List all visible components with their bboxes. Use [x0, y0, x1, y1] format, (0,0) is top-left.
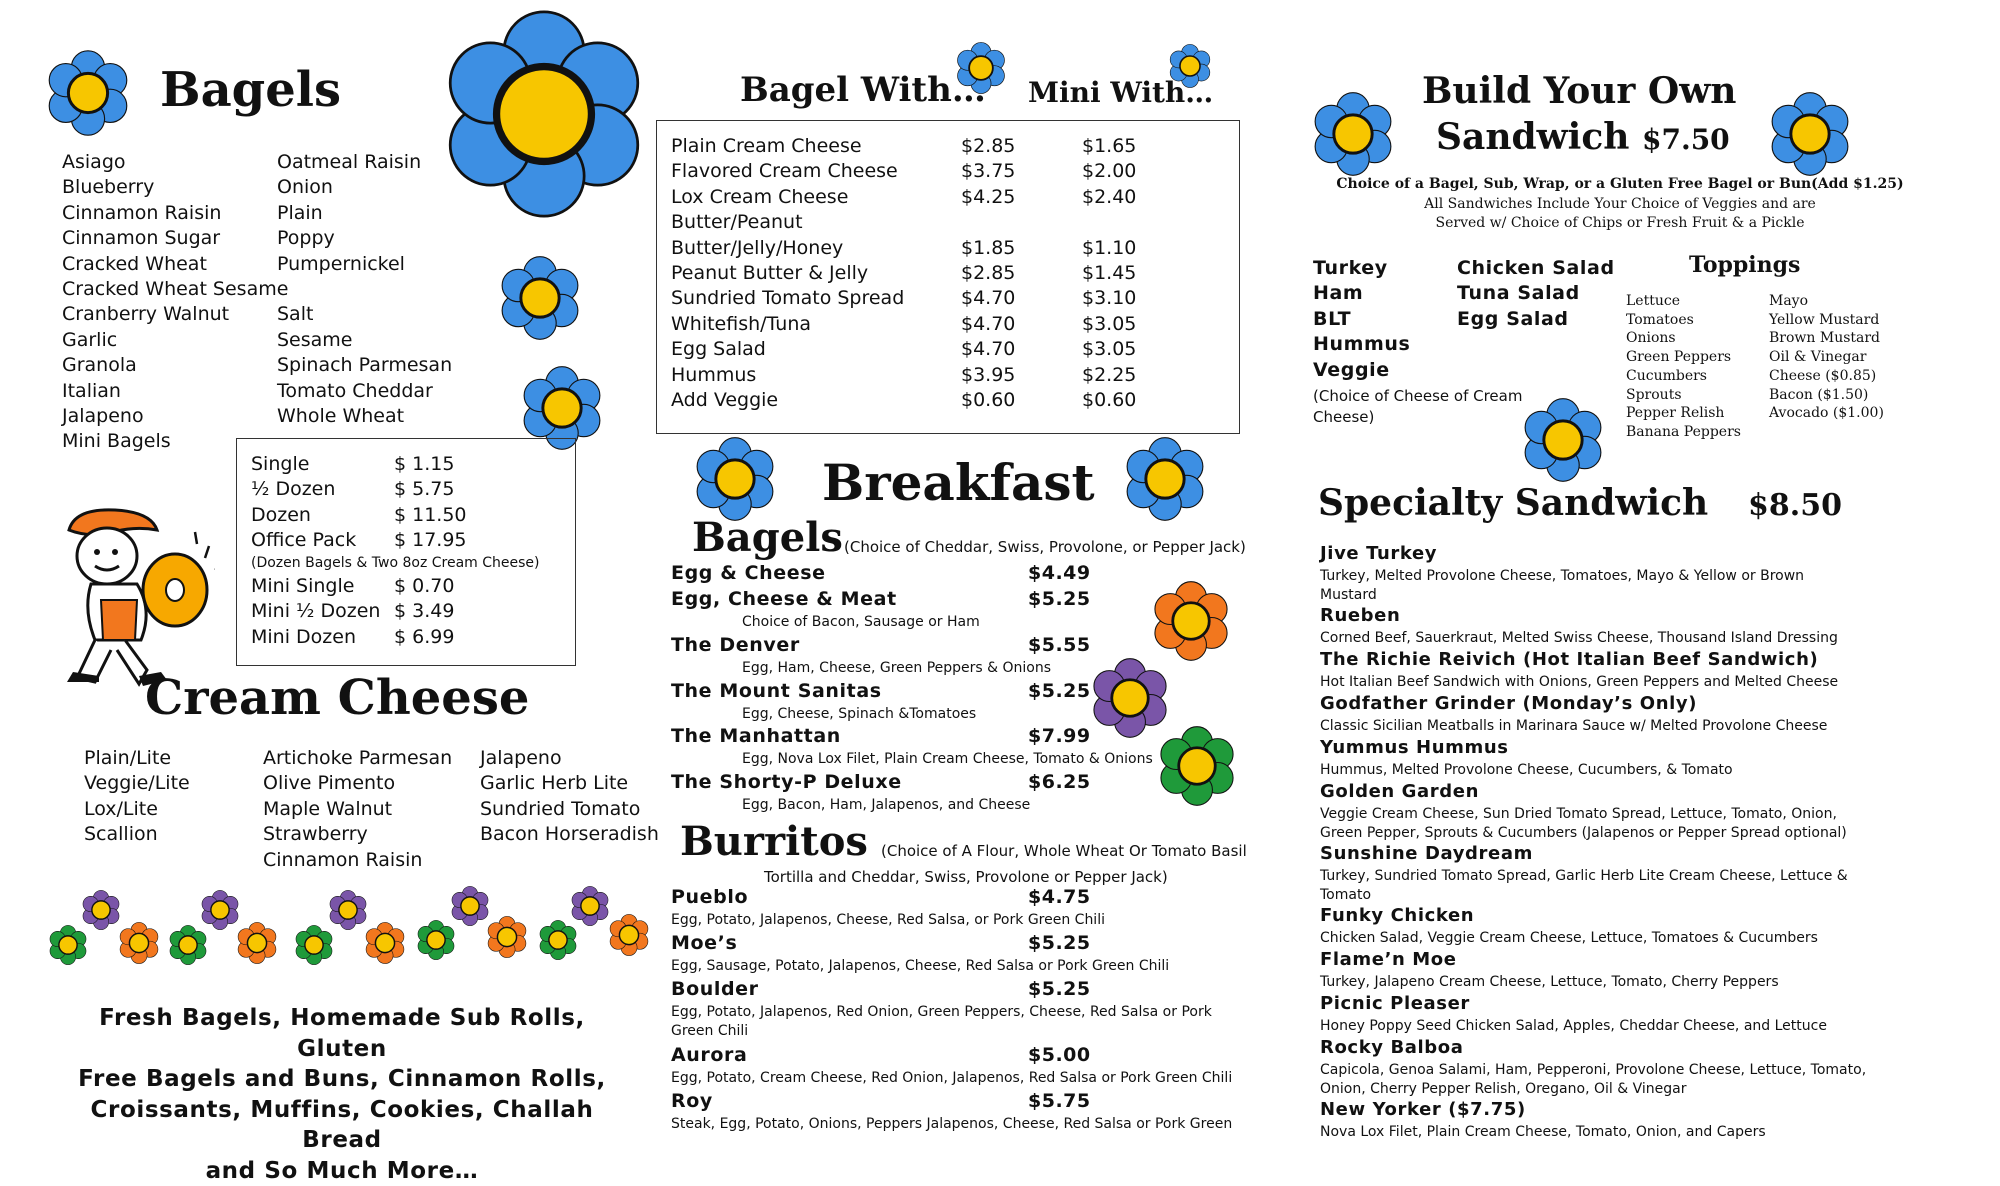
bagel-flavor: Asiago	[62, 150, 288, 175]
bagel-with-price	[961, 210, 1015, 235]
specialty-item-desc: Classic Sicilian Meatballs in Marinara Sauce w/ Melted Provolone Cheese	[1320, 718, 1827, 734]
burrito-price: $5.00	[1028, 1044, 1091, 1066]
burritos-note-1: (Choice of A Flour, Whole Wheat Or Tomato Basil	[881, 842, 1247, 860]
bagel-price-labels	[251, 452, 356, 554]
topping-item: Banana Peppers	[1626, 423, 1741, 442]
burrito-name: Pueblo	[671, 886, 748, 908]
price-value: $ 5.75	[394, 477, 467, 502]
bagel-with-item: Whitefish/Tuna	[671, 312, 904, 337]
price-label: Mini Single	[251, 574, 380, 599]
bagel-with-item: Add Veggie	[671, 388, 904, 413]
orange-flower-icon	[608, 914, 650, 956]
byo-title-line2: Sandwich $7.50	[1436, 116, 1730, 158]
topping-item: Avocado ($1.00)	[1769, 404, 1884, 423]
green-flower-icon	[48, 925, 88, 965]
byo-meats-col2	[1457, 256, 1615, 332]
bagel-flavor: Sesame	[277, 328, 452, 353]
price-label: Single	[251, 452, 356, 477]
footer-line: Croissants, Muffins, Cookies, Challah Bread	[62, 1095, 622, 1156]
mini-with-price: $0.60	[1082, 388, 1136, 413]
bagel-with-item: Flavored Cream Cheese	[671, 159, 904, 184]
burrito-desc: Egg, Potato, Jalapenos, Red Onion, Green Peppers, Cheese, Red Salsa or Pork	[671, 1004, 1212, 1020]
blue-flower-icon	[498, 256, 582, 340]
byo-salad: Chicken Salad	[1457, 256, 1615, 281]
bagel-with-item: Lox Cream Cheese	[671, 185, 904, 210]
byo-salad: Tuna Salad	[1457, 281, 1615, 306]
specialty-item-name: Godfather Grinder (Monday’s Only)	[1320, 693, 1697, 714]
breakfast-item-name: The Mount Sanitas	[671, 680, 882, 702]
office-pack-note: (Dozen Bagels & Two 8oz Cream Cheese)	[251, 555, 540, 571]
mini-with-price: $2.25	[1082, 363, 1136, 388]
topping-item: Yellow Mustard	[1769, 311, 1884, 330]
breakfast-item-price: $7.99	[1028, 725, 1091, 747]
bagel-with-item: Butter/Peanut	[671, 210, 904, 235]
specialty-item-desc: Corned Beef, Sauerkraut, Melted Swiss Cheese, Thousand Island Dressing	[1320, 630, 1838, 646]
specialty-item-desc: Nova Lox Filet, Plain Cream Cheese, Tomato, Onion, and Capers	[1320, 1124, 1766, 1140]
price-label: Mini Dozen	[251, 625, 380, 650]
purple-flower-icon	[450, 886, 490, 926]
bagel-flavor: Blueberry	[62, 175, 288, 200]
purple-flower-icon	[81, 890, 121, 930]
bagel-with-item: Butter/Jelly/Honey	[671, 236, 904, 261]
breakfast-bagels-note: (Choice of Cheddar, Swiss, Provolone, or Pepper Jack)	[844, 538, 1246, 556]
mini-with-title: Mini With…	[1028, 76, 1213, 109]
orange-flower-icon	[118, 922, 160, 964]
cream-cheese-title: Cream Cheese	[145, 670, 529, 726]
breakfast-item-name: Egg & Cheese	[671, 562, 826, 584]
cream-cheese-flavor: Garlic Herb Lite	[480, 771, 659, 796]
veggie-note: (Choice of Cheese of Cream Cheese)	[1313, 386, 1522, 428]
topping-item: Cucumbers	[1626, 367, 1741, 386]
specialty-item-desc: Turkey, Jalapeno Cream Cheese, Lettuce, Tomato, Cherry Peppers	[1320, 974, 1779, 990]
specialty-item-desc: Honey Poppy Seed Chicken Salad, Apples, Cheddar Cheese, and Lettuce	[1320, 1018, 1827, 1034]
bagel-with-item: Hummus	[671, 363, 904, 388]
specialty-item-name: Funky Chicken	[1320, 905, 1474, 926]
topping-item: Brown Mustard	[1769, 329, 1884, 348]
specialty-title: Specialty Sandwich	[1318, 482, 1708, 524]
price-value: $ 1.15	[394, 452, 467, 477]
breakfast-item-name: Egg, Cheese & Meat	[671, 588, 897, 610]
bagel-flavor: Mini Bagels	[62, 429, 288, 454]
blue-flower-icon	[1123, 437, 1207, 521]
green-flower-icon	[168, 925, 208, 965]
specialty-item-name: Yummus Hummus	[1320, 737, 1509, 758]
specialty-item-desc: Chicken Salad, Veggie Cream Cheese, Lettuce, Tomatoes & Cucumbers	[1320, 930, 1818, 946]
breakfast-item-price: $5.55	[1028, 634, 1091, 656]
specialty-item-name: Flame’n Moe	[1320, 949, 1457, 970]
burrito-price: $5.25	[1028, 978, 1091, 1000]
byo-price: $7.50	[1642, 123, 1730, 156]
burrito-desc: Egg, Potato, Jalapenos, Cheese, Red Salsa, or Pork Green Chili	[671, 912, 1105, 928]
price-label: Dozen	[251, 503, 356, 528]
mini-with-price: $1.45	[1082, 261, 1136, 286]
green-flower-icon	[416, 920, 456, 960]
bagel-flavor: Whole Wheat	[277, 404, 452, 429]
orange-flower-icon	[364, 922, 406, 964]
specialty-item-desc: Green Pepper, Sprouts & Cucumbers (Jalapenos or Pepper Spread optional)	[1320, 825, 1847, 841]
breakfast-item-price: $5.25	[1028, 588, 1091, 610]
burrito-desc: Steak, Egg, Potato, Onions, Peppers Jalapenos, Cheese, Red Salsa or Pork Green	[671, 1116, 1232, 1132]
specialty-item-desc: Onion, Cherry Pepper Relish, Oregano, Oil & Vinegar	[1320, 1081, 1686, 1097]
footer-line: Fresh Bagels, Homemade Sub Rolls, Gluten	[62, 1003, 622, 1064]
burrito-price: $4.75	[1028, 886, 1091, 908]
bagel-with-price: $1.85	[961, 236, 1015, 261]
burrito-name: Aurora	[671, 1044, 747, 1066]
blue-flower-icon	[1768, 92, 1852, 176]
price-value: $ 6.99	[394, 625, 454, 650]
specialty-item-name: The Richie Reivich (Hot Italian Beef Sandwich)	[1320, 649, 1818, 670]
breakfast-item-desc: Egg, Nova Lox Filet, Plain Cream Cheese, Tomato & Onions	[742, 751, 1153, 767]
topping-item: Sprouts	[1626, 386, 1741, 405]
bagel-with-item: Peanut Butter & Jelly	[671, 261, 904, 286]
bagel-with-price: $3.75	[961, 159, 1015, 184]
blue-flower-icon	[440, 10, 648, 218]
cream-cheese-flavor: Cinnamon Raisin	[263, 848, 452, 873]
specialty-item-name: New Yorker ($7.75)	[1320, 1099, 1526, 1120]
topping-item: Mayo	[1769, 292, 1884, 311]
footer-line: Free Bagels and Buns, Cinnamon Rolls,	[62, 1064, 622, 1095]
byo-choice-note: Choice of a Bagel, Sub, Wrap, or a Gluten Free Bagel or Bun(Add $1.25)	[1310, 176, 1930, 192]
breakfast-item-price: $5.25	[1028, 680, 1091, 702]
bagel-flavor: Poppy	[277, 226, 452, 251]
mini-with-price: $1.10	[1082, 236, 1136, 261]
bagel-flavor: Oatmeal Raisin	[277, 150, 452, 175]
toppings-col1	[1626, 292, 1741, 442]
burritos-title: Burritos	[680, 818, 868, 865]
bagel-flavor: Plain	[277, 201, 452, 226]
bagel-with-price: $4.70	[961, 286, 1015, 311]
cream-cheese-flavor: Strawberry	[263, 822, 452, 847]
breakfast-item-price: $4.49	[1028, 562, 1091, 584]
bagel-flavor: Italian	[62, 379, 288, 404]
byo-include-note-1: All Sandwiches Include Your Choice of Veggies and are	[1310, 196, 1930, 212]
burrito-name: Moe’s	[671, 932, 737, 954]
purple-flower-icon	[200, 890, 240, 930]
price-label: Office Pack	[251, 528, 356, 553]
bagel-with-price: $0.60	[961, 388, 1015, 413]
burrito-price: $5.25	[1028, 932, 1091, 954]
orange-flower-icon	[236, 922, 278, 964]
cream-cheese-flavor: Veggie/Lite	[84, 771, 190, 796]
price-label: ½ Dozen	[251, 477, 356, 502]
mini-with-price: $2.00	[1082, 159, 1136, 184]
bagel-with-title: Bagel With…	[740, 70, 986, 110]
specialty-item-desc: Capicola, Genoa Salami, Ham, Pepperoni, Provolone Cheese, Lettuce, Tomato,	[1320, 1062, 1866, 1078]
specialty-item-name: Golden Garden	[1320, 781, 1479, 802]
bagel-price-values	[394, 452, 467, 554]
topping-item: Cheese ($0.85)	[1769, 367, 1884, 386]
bagel-flavor: Spinach Parmesan	[277, 353, 452, 378]
bagel-with-item: Plain Cream Cheese	[671, 134, 904, 159]
bagel-with-price: $4.70	[961, 312, 1015, 337]
bagel-flavor	[277, 277, 452, 302]
price-value: $ 17.95	[394, 528, 467, 553]
byo-title-line1: Build Your Own	[1422, 70, 1736, 112]
bagel-with-items	[671, 134, 904, 413]
bagel-flavor: Jalapeno	[62, 404, 288, 429]
mini-price-labels	[251, 574, 380, 650]
bagel-with-item: Sundried Tomato Spread	[671, 286, 904, 311]
cream-cheese-flavor: Sundried Tomato	[480, 797, 659, 822]
price-label: Mini ½ Dozen	[251, 599, 380, 624]
cream-cheese-col3	[480, 746, 659, 848]
breakfast-item-name: The Manhattan	[671, 725, 841, 747]
byo-meat: Hummus	[1313, 332, 1410, 357]
bagel-flavor: Garlic	[62, 328, 288, 353]
cream-cheese-flavor: Bacon Horseradish	[480, 822, 659, 847]
mini-price-values	[394, 574, 454, 650]
breakfast-title: Breakfast	[822, 453, 1095, 512]
bagel-with-price: $4.70	[961, 337, 1015, 362]
footer-line: and So Much More…	[62, 1156, 622, 1186]
burritos-note-2: Tortilla and Cheddar, Swiss, Provolone or Pepper Jack)	[764, 868, 1168, 886]
burrito-desc: Egg, Sausage, Potato, Jalapenos, Cheese, Red Salsa or Pork Green Chili	[671, 958, 1169, 974]
byo-meats-col1	[1313, 256, 1410, 383]
specialty-item-desc: Turkey, Sundried Tomato Spread, Garlic Herb Lite Cream Cheese, Lettuce &	[1320, 868, 1848, 884]
price-value: $ 11.50	[394, 503, 467, 528]
byo-include-note-2: Served w/ Choice of Chips or Fresh Fruit & a Pickle	[1310, 215, 1930, 231]
blue-flower-icon	[1311, 92, 1395, 176]
mini-with-price: $3.05	[1082, 312, 1136, 337]
mini-with-price: $2.40	[1082, 185, 1136, 210]
specialty-price: $8.50	[1748, 488, 1842, 523]
cream-cheese-col1	[84, 746, 190, 848]
specialty-item-desc: Mustard	[1320, 587, 1377, 603]
bagel-with-price: $2.85	[961, 261, 1015, 286]
burrito-desc: Egg, Potato, Cream Cheese, Red Onion, Jalapenos, Red Salsa or Pork Green Chili	[671, 1070, 1232, 1086]
breakfast-item-desc: Egg, Bacon, Ham, Jalapenos, and Cheese	[742, 797, 1030, 813]
mini-with-price: $1.65	[1082, 134, 1136, 159]
mini-with-price: $3.05	[1082, 337, 1136, 362]
blue-flower-icon	[693, 437, 777, 521]
blue-flower-icon	[1521, 398, 1605, 482]
breakfast-item-price: $6.25	[1028, 771, 1091, 793]
footer-specialties	[62, 1003, 622, 1186]
topping-item: Oil & Vinegar	[1769, 348, 1884, 367]
mini-with-price: $3.10	[1082, 286, 1136, 311]
green-flower-icon	[538, 920, 578, 960]
byo-meat: Veggie	[1313, 358, 1410, 383]
bagel-flavor: Cranberry Walnut	[62, 302, 288, 327]
breakfast-item-name: The Shorty-P Deluxe	[671, 771, 902, 793]
breakfast-item-desc: Egg, Ham, Cheese, Green Peppers & Onions	[742, 660, 1051, 676]
purple-flower-icon	[328, 890, 368, 930]
byo-salad: Egg Salad	[1457, 307, 1615, 332]
bagel-flavor: Cinnamon Raisin	[62, 201, 288, 226]
breakfast-item-desc: Choice of Bacon, Sausage or Ham	[742, 614, 980, 630]
cream-cheese-flavor: Lox/Lite	[84, 797, 190, 822]
bagel-flavor: Cracked Wheat Sesame	[62, 277, 288, 302]
bagel-flavor: Cinnamon Sugar	[62, 226, 288, 251]
bagel-flavor: Tomato Cheddar	[277, 379, 452, 404]
byo-meat: Turkey	[1313, 256, 1410, 281]
topping-item: Tomatoes	[1626, 311, 1741, 330]
bagel-with-price: $2.85	[961, 134, 1015, 159]
cream-cheese-flavor: Jalapeno	[480, 746, 659, 771]
green-flower-icon	[294, 925, 334, 965]
bagel-flavor: Salt	[277, 302, 452, 327]
green-flower-icon	[1157, 726, 1237, 806]
byo-meat: BLT	[1313, 307, 1410, 332]
toppings-title: Toppings	[1689, 252, 1800, 278]
specialty-item-name: Sunshine Daydream	[1320, 843, 1533, 864]
bagel-with-item: Egg Salad	[671, 337, 904, 362]
breakfast-item-name: The Denver	[671, 634, 800, 656]
burrito-desc: Green Chili	[671, 1023, 748, 1039]
purple-flower-icon	[570, 886, 610, 926]
breakfast-bagels-title: Bagels	[692, 514, 843, 561]
orange-flower-icon	[1151, 581, 1231, 661]
bagel-flavor: Cracked Wheat	[62, 252, 288, 277]
bagel-flavor: Pumpernickel	[277, 252, 452, 277]
bagel-with-price: $4.25	[961, 185, 1015, 210]
topping-item: Lettuce	[1626, 292, 1741, 311]
specialty-item-desc: Turkey, Melted Provolone Cheese, Tomatoes, Mayo & Yellow or Brown	[1320, 568, 1804, 584]
specialty-item-name: Rueben	[1320, 605, 1400, 626]
price-value: $ 0.70	[394, 574, 454, 599]
bagel-flavors-col2	[277, 150, 452, 429]
mini-with-price	[1082, 210, 1136, 235]
orange-flower-icon	[486, 916, 528, 958]
byo-meat: Ham	[1313, 281, 1410, 306]
cream-cheese-flavor: Scallion	[84, 822, 190, 847]
bagel-boy-mascot-icon	[55, 500, 215, 690]
cream-cheese-flavor: Artichoke Parmesan	[263, 746, 452, 771]
topping-item: Bacon ($1.50)	[1769, 386, 1884, 405]
bagel-flavors-col1	[62, 150, 288, 455]
cream-cheese-col2	[263, 746, 452, 873]
blue-flower-icon	[45, 50, 131, 136]
specialty-item-desc: Hot Italian Beef Sandwich with Onions, Green Peppers and Melted Cheese	[1320, 674, 1838, 690]
cream-cheese-flavor: Plain/Lite	[84, 746, 190, 771]
bagel-flavor: Onion	[277, 175, 452, 200]
specialty-item-desc: Hummus, Melted Provolone Cheese, Cucumbers, & Tomato	[1320, 762, 1733, 778]
bagel-with-price: $3.95	[961, 363, 1015, 388]
topping-item: Green Peppers	[1626, 348, 1741, 367]
specialty-item-name: Rocky Balboa	[1320, 1037, 1464, 1058]
breakfast-item-desc: Egg, Cheese, Spinach &Tomatoes	[742, 706, 976, 722]
toppings-col2	[1769, 292, 1884, 423]
mini-with-prices	[1082, 134, 1136, 413]
topping-item: Pepper Relish	[1626, 404, 1741, 423]
specialty-item-desc: Veggie Cream Cheese, Sun Dried Tomato Spread, Lettuce, Tomato, Onion,	[1320, 806, 1837, 822]
burrito-price: $5.75	[1028, 1090, 1091, 1112]
specialty-item-desc: Tomato	[1320, 887, 1371, 903]
burrito-name: Boulder	[671, 978, 759, 1000]
specialty-item-name: Jive Turkey	[1320, 543, 1437, 564]
cream-cheese-flavor: Olive Pimento	[263, 771, 452, 796]
price-value: $ 3.49	[394, 599, 454, 624]
bagels-title: Bagels	[160, 62, 341, 118]
topping-item: Onions	[1626, 329, 1741, 348]
bagel-with-prices	[961, 134, 1015, 413]
bagel-flavor: Granola	[62, 353, 288, 378]
cream-cheese-flavor: Maple Walnut	[263, 797, 452, 822]
specialty-item-name: Picnic Pleaser	[1320, 993, 1470, 1014]
burrito-name: Roy	[671, 1090, 713, 1112]
